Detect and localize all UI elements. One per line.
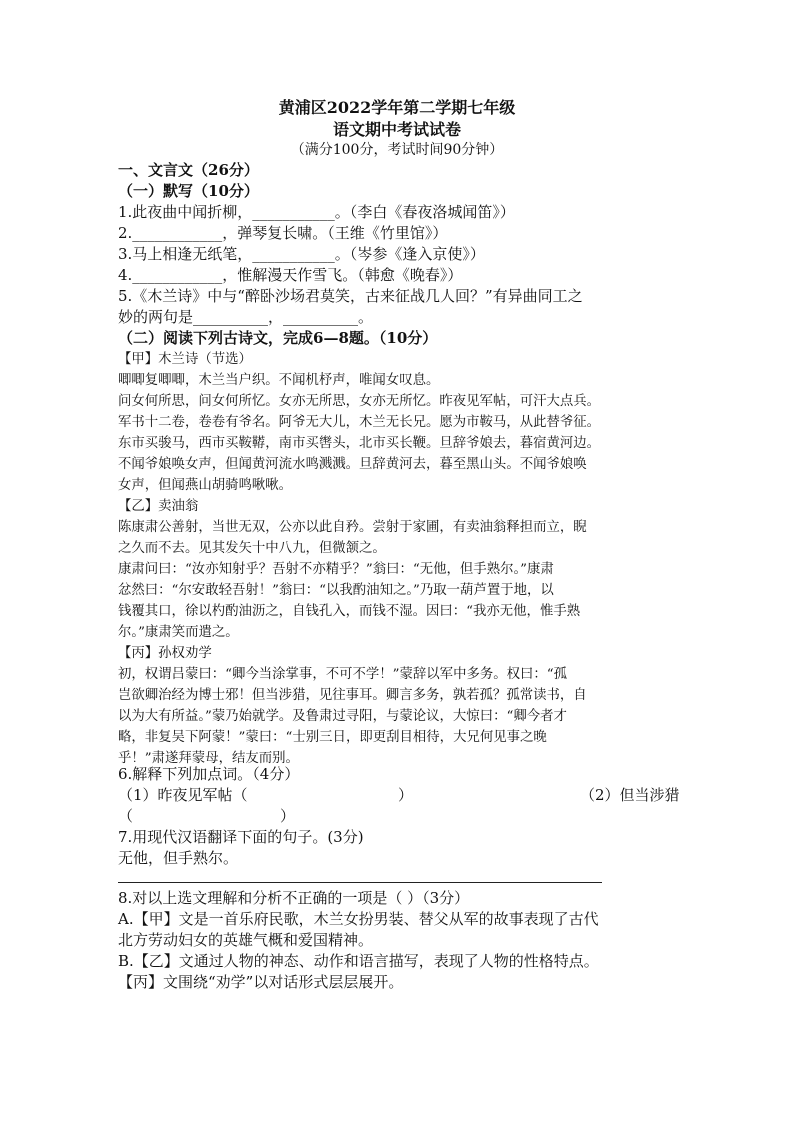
question-6-item1-close: ）	[398, 786, 414, 804]
exam-note: （满分100分，考试时间90分钟）	[290, 142, 504, 158]
passage-bing-line: 初，权谓吕蒙曰：“卿今当涂掌事，不可不学！”蒙辞以军中多务。权曰：“孤	[118, 667, 568, 682]
question-6-item1: （1）昨夜见军帖（	[118, 786, 248, 804]
question-6-item2: （2）但当涉猎	[580, 786, 680, 804]
question-6-item2-close: ）	[280, 807, 296, 825]
passage-yi-line: 陈康肃公善射，当世无双，公亦以此自矜。尝射于家圃，有卖油翁释担而立，睨	[118, 520, 587, 535]
passage-yi-label: 【乙】卖油翁	[118, 499, 199, 514]
question-6: 6.解释下列加点词。（4分）	[118, 765, 300, 783]
question-3: 3.马上相逢无纸笔，___________。（岑参《逢入京使》）	[118, 245, 485, 263]
passage-jia-label: 【甲】木兰诗（节选）	[118, 352, 252, 367]
question-1: 1.此夜曲中闻折柳，___________。（李白《春夜洛城闻笛》）	[118, 203, 515, 221]
passage-yi-line: 康肃问曰：“汝亦知射乎？吾射不亦精乎？”翁曰：“无他，但手熟尔。”康肃	[118, 562, 554, 577]
question-8-option-b: B.【乙】文通过人物的神态、动作和语言描写，表现了人物的性格特点。	[118, 952, 599, 970]
question-8-option-c: 【丙】文围绕“劝学”以对话形式层层展开。	[118, 973, 404, 991]
question-6-item2-open: （	[118, 807, 134, 825]
passage-bing-line: 以为大有所益。”蒙乃始就学。及鲁肃过寻阳，与蒙论议，大惊曰：“卿今者才	[118, 709, 567, 724]
section-heading: 一、文言文（26分）	[118, 161, 259, 179]
passage-jia-line: 不闻爷娘唤女声，但闻黄河流水鸣溅溅。旦辞黄河去，暮至黑山头。不闻爷娘唤	[118, 457, 587, 472]
question-8-option-a-line2: 北方劳动妇女的英雄气概和爱国精神。	[118, 931, 374, 949]
answer-line	[118, 882, 602, 883]
passage-jia-line: 女声，但闻燕山胡骑鸣啾啾。	[118, 478, 293, 493]
question-8: 8.对以上选文理解和分析不正确的一项是（ ）（3分）	[118, 889, 470, 907]
question-2: 2.____________，弹琴复长啸。（王维《竹里馆》）	[118, 224, 448, 242]
passage-jia-line: 军书十二卷，卷卷有爷名。阿爷无大儿，木兰无长兄。愿为市鞍马，从此替爷征。	[118, 415, 601, 430]
passage-bing-line: 乎！”肃遂拜蒙母，结友而别。	[118, 751, 299, 766]
passage-yi-line: 尔。”康肃笑而遣之。	[118, 625, 239, 640]
passage-yi-line: 钱覆其口，徐以杓酌油沥之，自钱孔入，而钱不湿。因曰：“我亦无他，惟手熟	[118, 604, 581, 619]
passage-jia-line: 唧唧复唧唧，木兰当户织。不闻机杼声，唯闻女叹息。	[118, 373, 440, 388]
passage-bing-line: 略，非复吴下阿蒙！”蒙曰：“士别三日，即更刮目相待，大兄何见事之晚	[118, 730, 547, 745]
exam-title-line2: 语文期中考试试卷	[332, 120, 461, 139]
question-5-line1: 5.《木兰诗》中与“醉卧沙场君莫笑，古来征战几人回？”有异曲同工之	[118, 287, 583, 305]
question-7-sentence: 无他，但手熟尔。	[118, 849, 239, 867]
passage-bing-label: 【丙】孙权劝学	[118, 646, 212, 661]
passage-yi-line: 之久而不去。见其发矢十中八九，但微颔之。	[118, 541, 386, 556]
part2-heading: （二）阅读下列古诗文，完成6—8题。（10分）	[118, 329, 438, 347]
part1-heading: （一）默写（10分）	[118, 182, 259, 200]
exam-title-line1: 黄浦区2022学年第二学期七年级	[278, 98, 516, 117]
question-5-line2: 妙的两句是__________，__________。	[118, 308, 374, 326]
question-4: 4.____________，惟解漫天作雪飞。（韩愈《晚春》）	[118, 266, 463, 284]
passage-jia-line: 问女何所思，问女何所忆。女亦无所思，女亦无所忆。昨夜见军帖，可汗大点兵。	[118, 394, 601, 409]
passage-bing-line: 岂欲卿治经为博士邪！但当涉猎，见往事耳。卿言多务，孰若孤？孤常读书，自	[118, 688, 587, 703]
question-7: 7.用现代汉语翻译下面的句子。(3分)	[118, 828, 364, 846]
passage-jia-line: 东市买骏马，西市买鞍鞯，南市买辔头，北市买长鞭。旦辞爷娘去，暮宿黄河边。	[118, 436, 601, 451]
passage-yi-line: 忿然曰：“尔安敢轻吾射！”翁曰：“以我酌油知之。”乃取一葫芦置于地，以	[118, 583, 554, 598]
question-8-option-a-line1: A.【甲】文是一首乐府民歌，木兰女扮男装、替父从军的故事表现了古代	[118, 910, 599, 928]
